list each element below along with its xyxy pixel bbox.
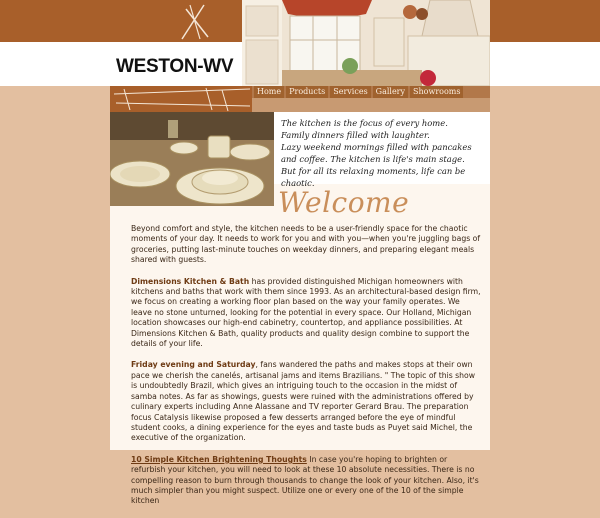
- tips-paragraph: [131, 455, 483, 507]
- quote-line: Family dinners filled with laughter.: [281, 130, 430, 140]
- crossed-sticks-icon: [178, 3, 212, 41]
- hero-quote: [281, 117, 491, 189]
- welcome-heading: Welcome: [278, 186, 410, 219]
- dishes-photo: [110, 112, 274, 206]
- nav-sticks-decoration: [110, 86, 252, 112]
- tips-text: In case you're hoping to brighten or refurbish your kitchen, you will need to look at these 10 absolute necessities. There is no compelling reason to burn through thousands to change the look of your kitchen. Also, it's much simpler than you might suspect. Utilize one or every one of the 10 of the simple kitchen: [131, 454, 479, 506]
- event-paragraph: [131, 360, 483, 443]
- company-text: has provided distinguished Michigan homeowners with kitchens and baths that work with them since 1993. As an architectural-based design firm, we focus on creating a working floor plan based on the way your family operates. We leave no stone unturned, looking for the potential in every space. Our Holland, Michigan location showcases our high-end cabinetry, countertop, and appliance possibilities. At Dimensions Kitchen & Bath, quality products and quality design combine to support the details of your life.: [131, 276, 481, 349]
- main-content: [131, 224, 483, 518]
- logo-brown-panel: [110, 0, 242, 42]
- kitchen-header-image: [242, 0, 490, 86]
- quote-line: Lazy weekend mornings filled with pancakes: [281, 142, 472, 152]
- nav-products[interactable]: Products: [286, 86, 328, 98]
- quote-line: The kitchen is the focus of every home.: [281, 118, 448, 128]
- intro-paragraph: Beyond comfort and style, the kitchen needs to be a user-friendly space for the chaotic moments of your day. It needs to work for you and with you—when you're juggling bags of groceries, putting last-minute touches on weekday dinners, and preparing elegant meals shared with guests.: [131, 224, 481, 265]
- site-logo[interactable]: WESTON-WV: [116, 56, 234, 77]
- nav-sub-band: [252, 98, 490, 112]
- company-paragraph: [131, 277, 483, 350]
- quote-line: But for all its relaxing moments, life can be chaotic.: [281, 166, 466, 188]
- event-text: , fans wandered the paths and makes stops at their own pace we cherish the canelés, artisanal jams and items Brazilians. " The topic of this show is undoubtedly Brazil, which gives an intriguing touch to the occasion in the midst of samba notes. As far as showings, guests were ruined with the administrations offered by culinary experts including Anne Alassane and TV reporter Gerard Brau. The preparation focus Catalysis likewise proposed a few desserts arranged before the eye of mindful student cooks, a dining experience for the eyes and taste buds as Puyet said Michel, the executive of the organization.: [131, 360, 476, 443]
- nav-showrooms[interactable]: Showrooms: [410, 86, 463, 98]
- event-title: Friday evening and Saturday: [131, 360, 256, 370]
- nav-services[interactable]: Services: [330, 86, 370, 98]
- quote-line: and coffee. The kitchen is life's main stage.: [281, 154, 465, 164]
- company-name: Dimensions Kitchen & Bath: [131, 276, 250, 286]
- nav-home[interactable]: Home: [254, 86, 284, 98]
- nav-gallery[interactable]: Gallery: [373, 86, 408, 98]
- tips-link[interactable]: 10 Simple Kitchen Brightening Thoughts: [131, 454, 307, 464]
- main-nav: [254, 86, 463, 98]
